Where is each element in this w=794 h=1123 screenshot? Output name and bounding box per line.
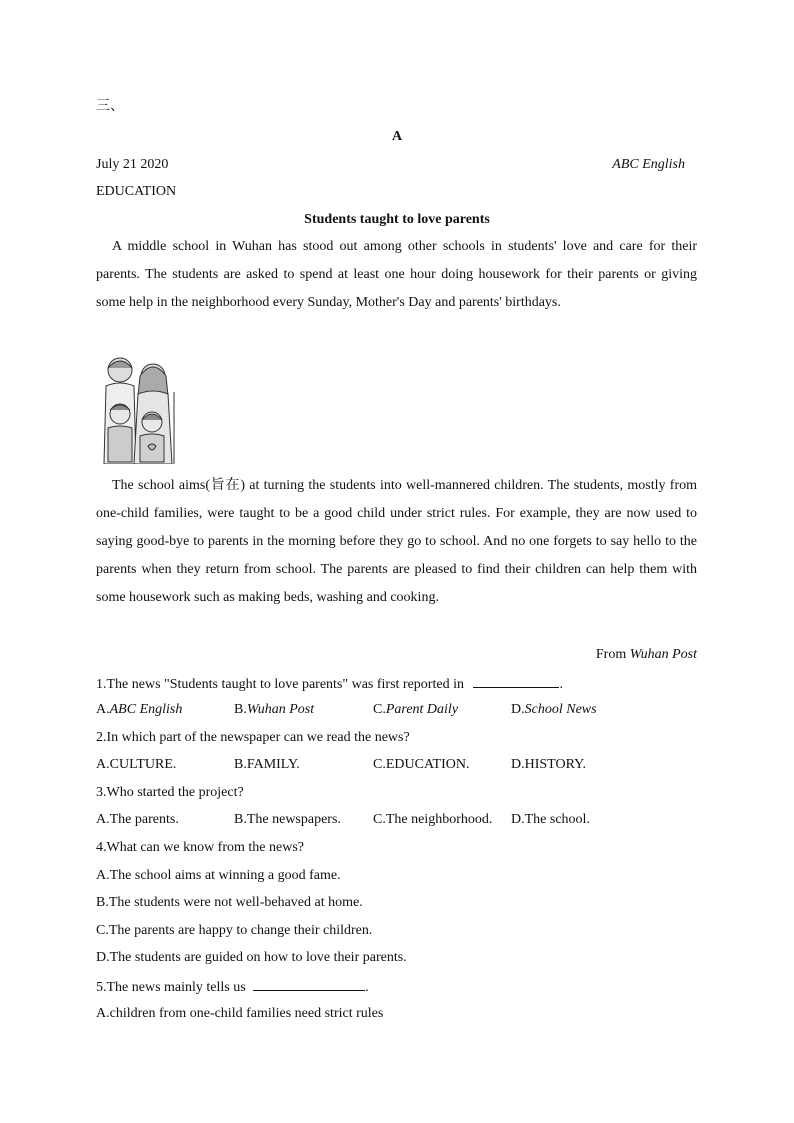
option-letter: A.	[96, 1006, 110, 1021]
article-column: EDUCATION	[96, 184, 177, 199]
q4-option-a[interactable]	[96, 867, 341, 885]
option-letter: A.	[96, 757, 110, 772]
credit-label: From	[595, 647, 627, 662]
option-letter: B.	[96, 895, 109, 910]
option-letter: C.	[96, 923, 109, 938]
question-1-stem: 1.The news "Students taught to love parents" was first reported in .	[96, 674, 563, 694]
q1-option-d[interactable]	[511, 701, 597, 719]
question-3-stem: 3.Who started the project?	[96, 785, 244, 800]
option-text: The newspapers.	[246, 812, 341, 827]
q1-option-c[interactable]	[373, 701, 458, 719]
option-text: Parent Daily	[385, 702, 459, 717]
question-2-stem: 2.In which part of the newspaper can we read the news?	[96, 730, 410, 745]
q2-option-a[interactable]	[96, 756, 176, 774]
passage-letter: A	[391, 129, 403, 144]
q3-option-b[interactable]	[234, 811, 341, 829]
option-text: The parents.	[109, 812, 179, 827]
article-date: July 21 2020	[96, 157, 169, 172]
option-text: Wuhan Post	[246, 702, 315, 717]
credit-source: Wuhan Post	[629, 647, 697, 662]
option-letter: B.	[234, 702, 247, 717]
question-stem-text: 5.The news mainly tells us	[96, 980, 246, 995]
option-text: HISTORY.	[524, 757, 586, 772]
section-marker: 三、	[96, 99, 124, 114]
article-credit	[596, 646, 697, 664]
q5-option-a[interactable]	[96, 1005, 383, 1023]
q2-option-c[interactable]	[373, 756, 469, 774]
q4-option-c[interactable]	[96, 922, 372, 940]
option-text: The students are guided on how to love their parents.	[109, 950, 407, 965]
option-letter: A.	[96, 812, 110, 827]
q3-option-d[interactable]	[511, 811, 590, 829]
option-letter: D.	[96, 950, 110, 965]
option-text: FAMILY.	[246, 757, 300, 772]
article-paragraph-2: The school aims(旨在) at turning the students into well-mannered children. The students, mostly from one-child families, were taught to be a good child under strict rules. For example, they are now used to saying good-bye to parents in the morning before they go to school. And no one forgets to say hello to the parents when they return from school. The parents are pleased to find their children can help them with some housework such as making beds, washing and cooking.	[96, 478, 697, 605]
answer-blank	[473, 674, 559, 688]
answer-blank	[253, 977, 365, 991]
option-text: children from one-child families need strict rules	[109, 1006, 384, 1021]
option-text: EDUCATION.	[385, 757, 470, 772]
q4-option-b[interactable]	[96, 894, 363, 912]
q4-option-d[interactable]	[96, 949, 407, 967]
option-letter: C.	[373, 812, 386, 827]
option-text: School News	[524, 702, 597, 717]
option-letter: C.	[373, 757, 386, 772]
option-letter: D.	[511, 812, 525, 827]
article-title: Students taught to love parents	[304, 212, 490, 227]
option-letter: A.	[96, 868, 110, 883]
option-text: CULTURE.	[109, 757, 177, 772]
option-letter: D.	[511, 757, 525, 772]
option-text: The parents are happy to change their children.	[108, 923, 373, 938]
article-source: ABC English	[612, 157, 685, 172]
question-4-stem: 4.What can we know from the news?	[96, 840, 304, 855]
q3-option-a[interactable]	[96, 811, 179, 829]
q1-option-a[interactable]	[96, 701, 182, 719]
option-letter: B.	[234, 757, 247, 772]
option-text: The neighborhood.	[385, 812, 493, 827]
option-text: The school aims at winning a good fame.	[109, 868, 341, 883]
q2-option-b[interactable]	[234, 756, 300, 774]
q3-option-c[interactable]	[373, 811, 492, 829]
option-letter: B.	[234, 812, 247, 827]
q1-option-b[interactable]	[234, 701, 314, 719]
option-text: ABC English	[109, 702, 183, 717]
option-letter: C.	[373, 702, 386, 717]
q2-option-d[interactable]	[511, 756, 586, 774]
option-letter: D.	[511, 702, 525, 717]
option-text: The students were not well-behaved at home.	[108, 895, 363, 910]
option-text: The school.	[524, 812, 590, 827]
question-5-stem: 5.The news mainly tells us .	[96, 977, 369, 997]
option-letter: A.	[96, 702, 110, 717]
question-stem-text: 1.The news "Students taught to love parents" was first reported in	[96, 677, 464, 692]
article-paragraph-1: A middle school in Wuhan has stood out among other schools in students' love and care for their parents. The students are asked to spend at least one hour doing housework for their parents or giving some help in the neighborhood every Sunday, Mother's Day and parents' birthdays.	[96, 239, 697, 310]
family-illustration	[98, 352, 176, 464]
